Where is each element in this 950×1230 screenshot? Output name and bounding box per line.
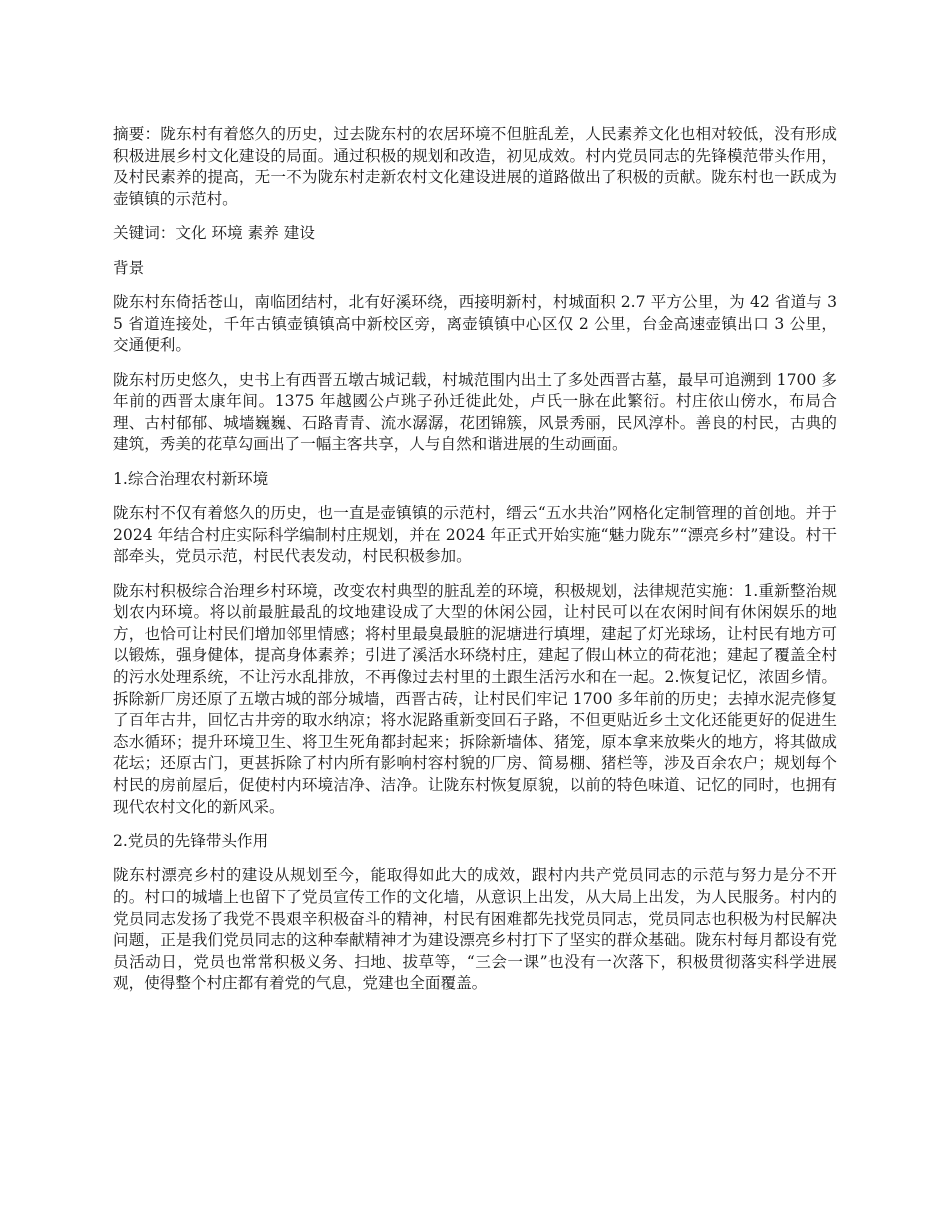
- background-paragraph-2: 陇东村历史悠久，史书上有西晋五墩古城记载，村城范围内出土了多处西晋古墓，最早可追溯到 1700 多年前的西晋太康年间。1375 年越國公卢珧子孙迁徙此处，卢氏一脉在此繁衍。村庄依山傍水，布局合理、古村郁郁、城墙巍巍、石路青青、流水潺潺，花团锦簇，风景秀丽，民风淳朴。善良的村民，古典的建筑，秀美的花草勾画出了一幅主客共享，人与自然和谐进展的生动画面。: [113, 370, 837, 454]
- section-2-heading: 2.党员的先锋带头作用: [113, 832, 269, 850]
- keywords-line: 关键词：文化 环境 素养 建设: [113, 224, 315, 243]
- section-1-heading: 1.综合治理农村新环境: [113, 469, 269, 488]
- document-page: [113, 124, 837, 1008]
- section-1-paragraph-1: 陇东村不仅有着悠久的历史，也一直是壶镇镇的示范村，缙云“五水共治”网格化定制管理的首创地。并于 2024 年结合村庄实际科学编制村庄规划，并在 2024 年正式开始实施“魅力陇东”“漂亮乡村”建设。村干部牵头，党员示范，村民代表发动，村民积极参加。: [113, 504, 837, 566]
- abstract-paragraph: 摘要：陇东村有着悠久的历史，过去陇东村的农居环境不但脏乱差，人民素养文化也相对较低，没有形成积极进展乡村文化建设的局面。通过积极的规划和改造，初见成效。村内党员同志的先锋模范带头作用，及村民素养的提高，无一不为陇东村走新农村文化建设进展的道路做出了积极的贡献。陇东村也一跃成为壶镇镇的示范村。: [113, 125, 837, 208]
- section-2-paragraph-1: 陇东村漂亮乡村的建设从规划至今，能取得如此大的成效，跟村内共产党员同志的示范与努力是分不开的。村口的城墙上也留下了党员宣传工作的文化墙，从意识上出发，从大局上出发，为人民服务。村内的党员同志发扬了我党不畏艰辛积极奋斗的精神，村民有困难都先找党员同志，党员同志也积极为村民解决问题，正是我们党员同志的这种奉献精神才为建设漂亮乡村打下了坚实的群众基础。陇东村每月都设有党员活动日，党员也常常积极义务、扫地、拔草等，“三会一课”也没有一次落下，积极贯彻落实科学进展观，使得整个村庄都有着党的气息，党建也全面覆盖。: [113, 866, 837, 993]
- section-1-paragraph-2: 陇东村积极综合治理乡村环境，改变农村典型的脏乱差的环境，积极规划，法律规范实施：1.重新整治规划农内环境。将以前最脏最乱的坟地建设成了大型的休闲公园，让村民可以在农闲时间有休闲娱乐的地方，也恰可让村民们增加邻里情感；将村里最臭最脏的泥塘进行填埋，建起了灯光球场，让村民有地方可以锻炼，强身健体，提高身体素养；引进了溪活水环绕村庄，建起了假山林立的荷花池；建起了覆盖全村的污水处理系统，不让污水乱排放，不再像过去村里的土跟生活污水和在一起。2.恢复记忆，浓固乡情。拆除新厂房还原了五墩古城的部分城墙，西晋古砖，让村民们牢记 1700 多年前的历史；去掉水泥壳修复了百年古井，回忆古井旁的取水纳凉；将水泥路重新变回石子路，不但更贴近乡土文化还能更好的促进生态水循环；提升环境卫生、将卫生死角都封起来；拆除新墙体、猪笼，原本拿来放柴火的地方，将其做成花坛；还原古门，更甚拆除了村内所有影响村容村貌的厂房、简易棚、猪栏等，涉及百余农户；规划每个村民的房前屋后，促使村内环境洁净、洁净。让陇东村恢复原貌，以前的特色味道、记忆的同时，也拥有现代农村文化的新风采。: [113, 581, 837, 816]
- background-paragraph-1: 陇东村东倚括苍山，南临团结村，北有好溪环绕，西接明新村，村城面积 2.7 平方公里，为 42 省道与 35 省道连接处，千年古镇壶镇镇高中新校区旁，离壶镇镇中心区仅 2 公里，台金高速壶镇出口 3 公里，交通便利。: [113, 292, 837, 355]
- background-heading: 背景: [113, 258, 145, 277]
